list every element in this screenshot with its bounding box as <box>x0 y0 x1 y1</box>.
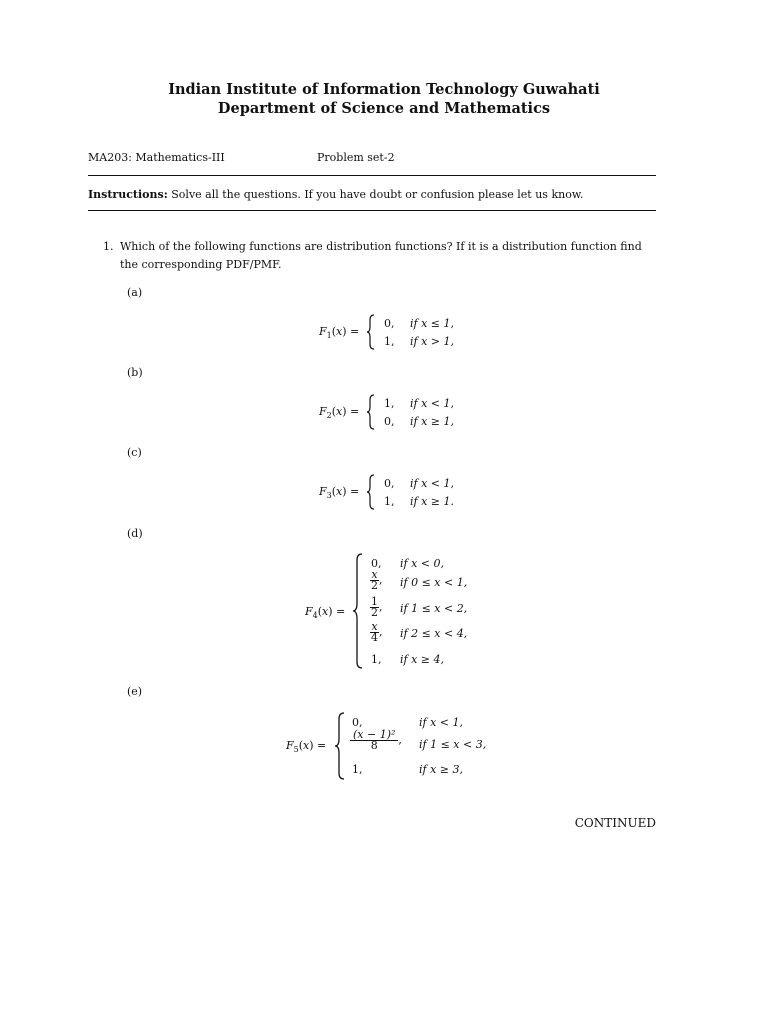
part-b-row1-cond: if x < 1, <box>410 397 454 410</box>
part-b-row1-value: 1, <box>384 397 395 410</box>
part-a-label: (a) <box>127 286 143 299</box>
instructions <box>88 188 583 202</box>
part-d-row5-value: 1, <box>371 653 382 666</box>
part-c-row1-cond: if x < 1, <box>410 477 454 490</box>
part-c-row2-cond: if x ≥ 1. <box>410 495 454 508</box>
part-d-row4-value: $\frac{x}{4}$ , <box>371 620 383 644</box>
part-d-row1-value: 0, <box>371 557 382 570</box>
part-a-row1-value: 0, <box>384 317 395 330</box>
part-e-row2-cond: if 1 ≤ x < 3, <box>419 738 487 751</box>
top-rule <box>88 175 656 176</box>
question-number: 1. <box>103 240 114 253</box>
part-d-lhs: $F_4(x)$ = <box>305 605 346 621</box>
part-c-row2-value: 1, <box>384 495 395 508</box>
course-code: MA203: Mathematics-III <box>88 151 225 164</box>
part-d-row4-cond: if 2 ≤ x < 4, <box>400 627 468 640</box>
instructions-label: Instructions: <box>88 188 168 201</box>
part-d-row5-cond: if x ≥ 4, <box>400 653 444 666</box>
part-d-row3-cond: if 1 ≤ x < 2, <box>400 602 468 615</box>
part-b-row2-cond: if x ≥ 1, <box>410 415 454 428</box>
part-a-row2-value: 1, <box>384 335 395 348</box>
part-a-lhs: $F_1(x)$ = <box>319 325 360 341</box>
part-e-lhs: $F_5(x)$ = <box>286 739 327 755</box>
part-d-row2-cond: if 0 ≤ x < 1, <box>400 576 468 589</box>
part-e-brace <box>334 712 346 780</box>
part-e-row3-value: 1, <box>352 763 363 776</box>
part-a-row2-cond: if x > 1, <box>410 335 454 348</box>
institute-title: Indian Institute of Information Technology Guwahati <box>168 81 600 98</box>
part-b-lhs: $F_2(x)$ = <box>319 405 360 421</box>
part-c-brace <box>366 474 376 510</box>
part-e-row2-value: $\frac{\text{(x − 1)²}}{8}$ , <box>350 730 402 751</box>
question-text-line2: the corresponding PDF/PMF. <box>120 258 282 271</box>
part-e-row3-cond: if x ≥ 3, <box>419 763 463 776</box>
part-d-row3-value: $\frac{1}{2}$ , <box>371 595 383 619</box>
part-d-row2-value: $\frac{x}{2}$ , <box>371 568 383 592</box>
part-c-label: (c) <box>127 446 142 459</box>
department-title: Department of Science and Mathematics <box>217 100 551 117</box>
part-d-row1-cond: if x < 0, <box>400 557 444 570</box>
instructions-text: Solve all the questions. If you have doubt or confusion please let us know. <box>171 188 584 201</box>
part-d-label: (d) <box>127 527 143 540</box>
part-e-label: (e) <box>127 685 143 698</box>
continued-label: CONTINUED <box>574 816 656 830</box>
problem-set-label: Problem set-2 <box>317 151 395 164</box>
part-b-label: (b) <box>127 366 143 379</box>
part-c-row1-value: 0, <box>384 477 395 490</box>
part-a-brace <box>366 314 376 350</box>
part-d-brace <box>352 553 364 669</box>
part-a-row1-cond: if x ≤ 1, <box>410 317 454 330</box>
part-b-row2-value: 0, <box>384 415 395 428</box>
question-text-line1: Which of the following functions are distribution functions? If it is a distribution function find <box>120 240 642 253</box>
bottom-rule <box>88 210 656 211</box>
part-c-lhs: $F_3(x)$ = <box>319 485 360 501</box>
part-e-row1-cond: if x < 1, <box>419 716 463 729</box>
part-b-brace <box>366 394 376 430</box>
part-e-row1-value: 0, <box>352 716 363 729</box>
